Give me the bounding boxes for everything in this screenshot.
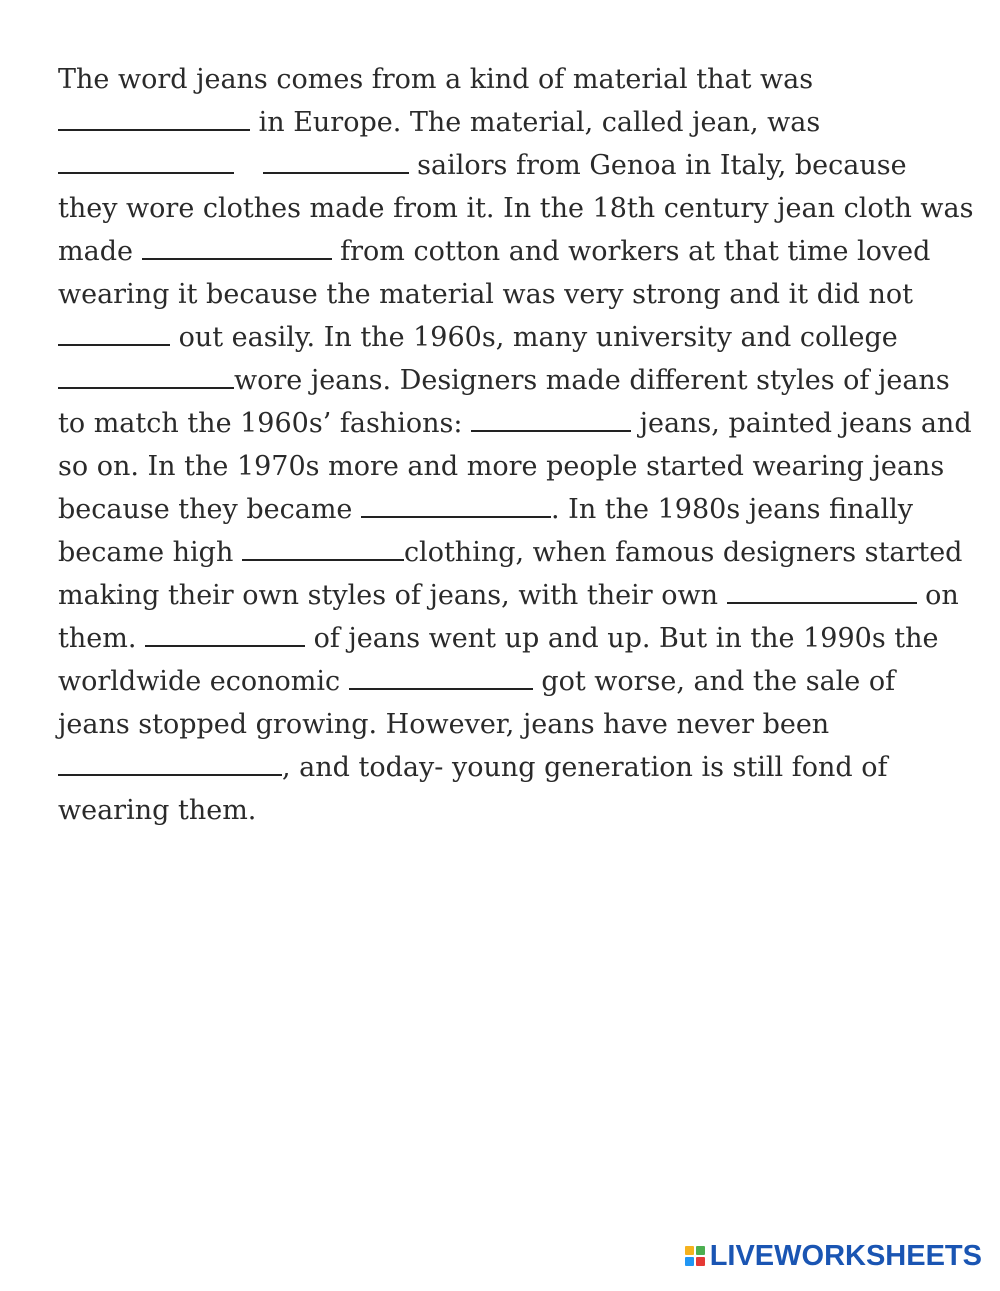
liveworksheets-logo [685,1239,982,1273]
passage-line: so on. In the 1970s more and more people started wearing jeans [58,451,945,482]
worksheet-passage [58,58,974,832]
answer-blank[interactable] [727,575,917,604]
answer-blank[interactable] [142,231,332,260]
logo-text: LIVEWORKSHEETS [709,1239,982,1272]
passage-line: , and today- young generation is still fond of [58,746,958,789]
answer-blank[interactable] [58,360,234,389]
passage-line: wore jeans. Designers made different styles of jeans [58,359,958,402]
logo-mark-icon [685,1246,705,1266]
passage-line: jeans stopped growing. However, jeans have never been [58,709,830,740]
answer-blank[interactable] [58,317,170,346]
passage-line: sailors from Genoa in Italy, because [58,144,958,187]
answer-blank[interactable] [242,532,404,561]
answer-blank[interactable] [58,102,250,131]
passage-line: them. of jeans went up and up. But in the 1990s the [58,617,958,660]
passage-line: making their own styles of jeans, with their own on [58,574,958,617]
answer-blank[interactable] [349,661,533,690]
answer-blank[interactable] [471,403,631,432]
passage-line: in Europe. The material, called jean, was [58,101,958,144]
passage-line: worldwide economic got worse, and the sale of [58,660,958,703]
answer-blank[interactable] [58,747,282,776]
answer-blank[interactable] [361,489,551,518]
passage-line: wearing it because the material was very strong and it did not [58,279,913,310]
answer-blank[interactable] [263,145,409,174]
answer-blank[interactable] [58,145,234,174]
passage-line: The word jeans comes from a kind of material that was [58,64,814,95]
answer-blank[interactable] [145,618,305,647]
passage-line: to match the 1960s’ fashions: jeans, painted jeans and [58,402,958,445]
passage-line: became high clothing, when famous designers started [58,531,958,574]
passage-line: wearing them. [58,795,257,826]
passage-line: made from cotton and workers at that time loved [58,230,958,273]
passage-line: out easily. In the 1960s, many university and college [58,316,958,359]
passage-line: because they became . In the 1980s jeans finally [58,488,958,531]
passage-line: they wore clothes made from it. In the 18th century jean cloth was [58,193,974,224]
